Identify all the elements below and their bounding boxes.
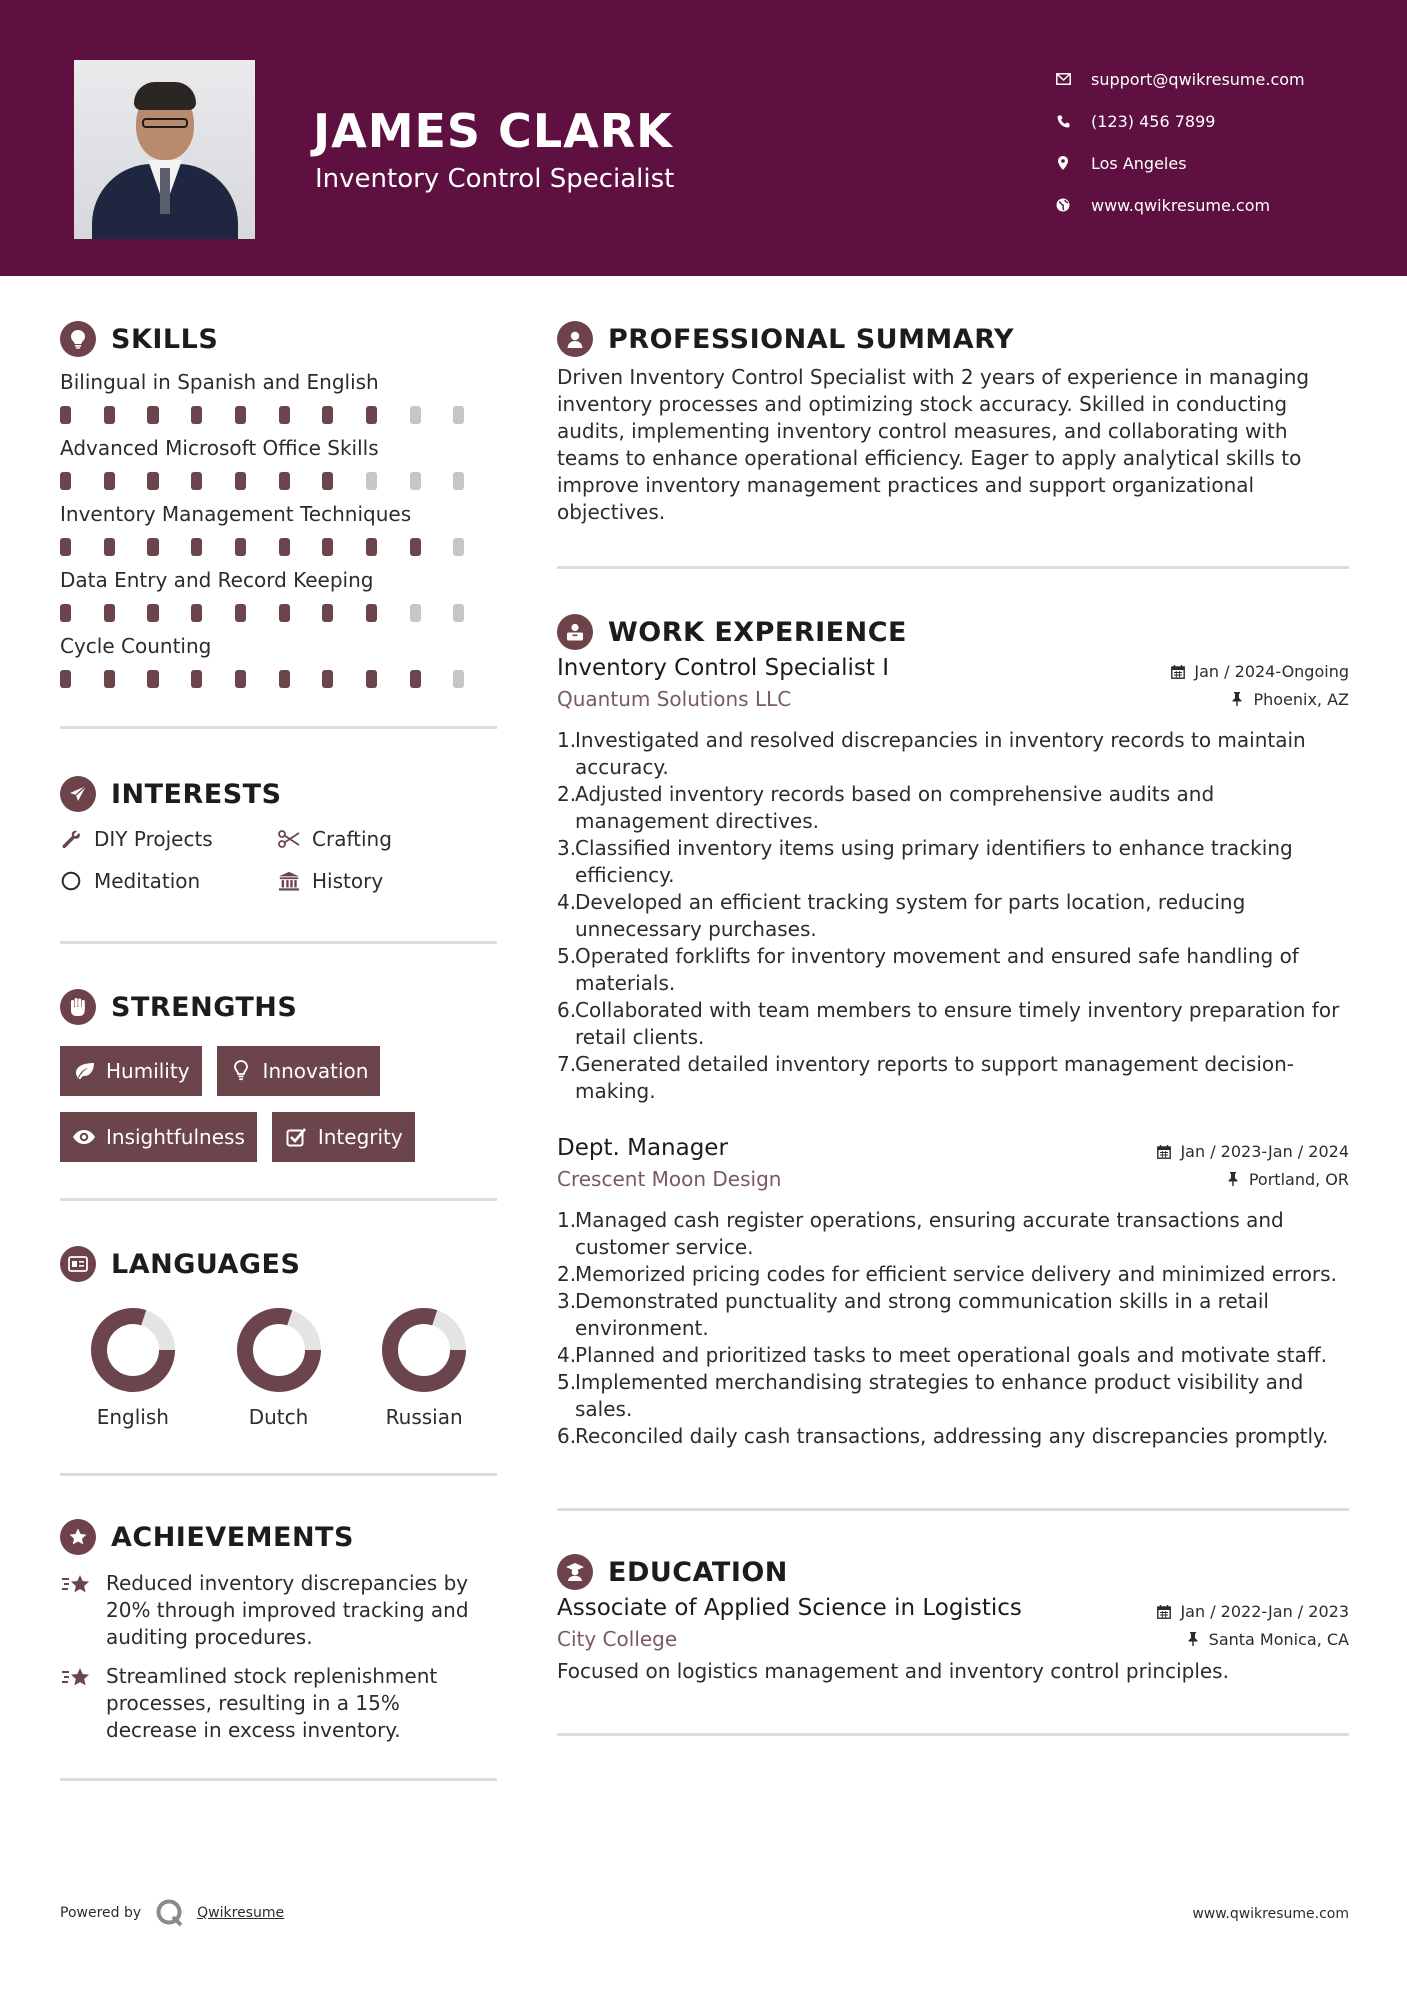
bullet-number: 2. [557,782,577,806]
bullet-number: 2. [557,1262,577,1286]
skill-name: Bilingual in Spanish and English [60,370,379,394]
job-dates-text: Jan / 2024-Ongoing [1194,662,1349,681]
job-bullets [557,1207,1349,1450]
contact-website[interactable] [1055,184,1305,226]
strengths-list [60,1046,497,1162]
bullet-number: 4. [557,1343,577,1367]
education-description: Focused on logistics management and inventory control principles. [557,1659,1229,1683]
skill-dot-filled [410,538,421,556]
bullet-text: Memorized pricing codes for efficient service delivery and minimized errors. [575,1262,1337,1286]
languages-title: LANGUAGES [111,1248,301,1280]
skill-dot-filled [147,406,158,424]
job-title: Inventory Control Specialist I [557,655,889,681]
bullet-text: Classified inventory items using primary identifiers to enhance tracking efficiency. [575,836,1293,887]
job-location-text: Phoenix, AZ [1253,689,1349,709]
education-dates [1156,1602,1349,1621]
skill-dot-empty [366,472,377,490]
user-icon [557,321,593,357]
skill-dot-filled [322,670,333,688]
strength-badge [60,1112,257,1162]
skills-title: SKILLS [111,323,219,355]
skill-dot-filled [322,472,333,490]
skill-name: Inventory Management Techniques [60,502,412,526]
fist-icon [60,989,96,1025]
bullet-number: 1. [557,728,577,752]
strengths-section [60,986,497,1201]
languages-list [60,1307,497,1429]
wrench-icon [60,828,82,850]
powered-by-label: Powered by [60,1905,142,1921]
skill-dot-filled [191,472,202,490]
bullet-item [557,781,1349,835]
pushpin-icon [1225,1171,1241,1187]
skill-dot-filled [235,472,246,490]
skill-dot-filled [191,406,202,424]
bullet-number: 4. [557,890,577,914]
education-entry [557,1595,1349,1683]
interests-heading [60,773,497,815]
skill-dot-empty [453,670,464,688]
bullet-number: 7. [557,1052,577,1076]
section-divider [60,1198,497,1201]
contact-list [1055,58,1305,226]
skill-dot-filled [235,406,246,424]
interests-list [60,827,497,893]
calendar-icon [1170,664,1186,680]
bullet-item [557,1342,1349,1369]
language-item [206,1307,352,1429]
job-dates [1156,1142,1349,1161]
skill-dot-filled [322,406,333,424]
bullet-text: Collaborated with team members to ensure timely inventory preparation for retail clients. [575,998,1340,1049]
achievement-item [60,1663,497,1744]
bullet-number: 6. [557,998,577,1022]
education-location [1185,1630,1349,1649]
pushpin-icon [1229,691,1245,707]
skill-dot-filled [322,538,333,556]
strength-label: Humility [106,1059,190,1083]
skill-dot-filled [366,538,377,556]
education-heading [557,1551,1349,1593]
star-badge-icon [60,1519,96,1555]
interests-title: INTERESTS [111,778,282,810]
museum-icon [278,870,300,892]
language-item [60,1307,206,1429]
strength-label: Insightfulness [106,1125,245,1149]
skill-item [60,436,497,492]
experience-title: WORK EXPERIENCE [608,616,907,648]
skill-level-dots [60,406,497,426]
strength-badge [272,1112,415,1162]
school-name: City College [557,1627,678,1651]
skill-item [60,568,497,624]
skill-dot-filled [147,538,158,556]
interest-label: History [312,869,384,893]
skill-dot-filled [322,604,333,622]
lightbulb-icon [60,321,96,357]
skill-dot-filled [366,604,377,622]
bullet-text: Adjusted inventory records based on comprehensive audits and management directives. [575,782,1215,833]
section-divider [557,1733,1349,1736]
achievements-section [60,1516,497,1781]
interest-label: Crafting [312,827,392,851]
strength-label: Innovation [262,1059,369,1083]
skill-name: Cycle Counting [60,634,212,658]
calendar-icon [1156,1604,1172,1620]
skill-dot-empty [453,472,464,490]
skill-dot-filled [104,472,115,490]
skill-dot-filled [60,670,71,688]
skill-dot-filled [104,406,115,424]
profile-photo [74,60,255,239]
languages-section [60,1243,497,1476]
skill-dot-filled [410,670,421,688]
skill-dot-empty [410,472,421,490]
paper-plane-icon [60,776,96,812]
phone-icon [1055,113,1071,129]
bullet-number: 5. [557,1370,577,1394]
skill-dot-empty [453,406,464,424]
languages-heading [60,1243,497,1285]
skill-level-dots [60,604,497,624]
language-item [351,1307,497,1429]
qwikresume-logo-icon [155,1898,185,1928]
leaf-icon [72,1059,96,1083]
bullet-text: Planned and prioritized tasks to meet operational goals and motivate staff. [575,1343,1327,1367]
bullet-item [557,835,1349,889]
achievement-text: Streamlined stock replenishment processes, resulting in a 15% decrease in excess inventory. [106,1664,438,1742]
education-title: EDUCATION [608,1556,788,1588]
company-name: Crescent Moon Design [557,1167,782,1191]
degree-title: Associate of Applied Science in Logistics [557,1595,1022,1621]
skill-dot-filled [60,472,71,490]
experience-section [557,611,1349,1511]
bullet-item [557,1051,1349,1105]
bullet-text: Implemented merchandising strategies to enhance product visibility and sales. [575,1370,1304,1421]
bullet-text: Investigated and resolved discrepancies in inventory records to maintain accuracy. [575,728,1306,779]
language-proficiency-donut [90,1307,176,1393]
skill-dot-filled [147,472,158,490]
contact-phone[interactable] [1055,100,1305,142]
bullet-item [557,1261,1349,1288]
skill-dot-empty [410,406,421,424]
skill-dot-filled [279,406,290,424]
skill-dot-filled [366,670,377,688]
scissors-icon [278,828,300,850]
skill-dot-filled [60,538,71,556]
achievements-heading [60,1516,497,1558]
skills-section [60,318,497,729]
language-name: English [96,1405,169,1429]
experience-heading [557,611,1349,653]
map-marker-icon [1055,155,1071,171]
skill-dot-filled [60,406,71,424]
strength-badge [60,1046,202,1096]
job-location [1229,690,1349,709]
contact-email-text: support@qwikresume.com [1091,69,1305,89]
bullet-text: Operated forklifts for inventory movement and ensured safe handling of materials. [575,944,1299,995]
skill-dot-filled [147,604,158,622]
section-divider [557,566,1349,569]
bullet-item [557,889,1349,943]
right-column [557,318,1349,1736]
lightbulb-icon [229,1059,253,1083]
bullet-item [557,997,1349,1051]
skill-dot-filled [279,670,290,688]
shooting-star-icon [60,1570,94,1596]
achievements-title: ACHIEVEMENTS [111,1521,354,1553]
contact-website-text: www.qwikresume.com [1091,195,1271,215]
job-dates [1170,662,1349,681]
achievement-text: Reduced inventory discrepancies by 20% through improved tracking and auditing procedures. [106,1571,469,1649]
contact-location [1055,142,1305,184]
interest-label: Meditation [94,869,201,893]
interest-item [60,827,278,851]
section-divider [60,1778,497,1781]
resume-header [0,0,1407,276]
bullet-item [557,727,1349,781]
strengths-heading [60,986,497,1028]
skill-dot-filled [235,670,246,688]
skill-dot-filled [191,670,202,688]
bullet-number: 6. [557,1424,577,1448]
bullet-item [557,1369,1349,1423]
bullet-number: 3. [557,1289,577,1313]
language-proficiency-donut [236,1307,322,1393]
section-divider [60,726,497,729]
interest-label: DIY Projects [94,827,213,851]
job-entry [557,655,1349,1105]
skill-dot-filled [104,538,115,556]
interest-item [278,869,496,893]
candidate-name: JAMES CLARK [313,104,673,158]
bullet-text: Reconciled daily cash transactions, addressing any discrepancies promptly. [575,1424,1329,1448]
pushpin-icon [1185,1631,1201,1647]
bullet-number: 3. [557,836,577,860]
brand-link[interactable]: Qwikresume [197,1905,285,1921]
company-name: Quantum Solutions LLC [557,687,792,711]
strength-label: Integrity [317,1125,403,1149]
skill-level-dots [60,670,497,690]
strengths-title: STRENGTHS [111,991,298,1023]
summary-heading [557,318,1349,360]
job-bullets [557,727,1349,1105]
skill-dot-filled [279,472,290,490]
achievement-item [60,1570,497,1651]
language-name: Russian [385,1405,463,1429]
strength-badge [217,1046,381,1096]
interest-item [278,827,496,851]
calendar-icon [1156,1144,1172,1160]
bullet-item [557,1288,1349,1342]
contact-phone-text: (123) 456 7899 [1091,111,1216,131]
bullet-item [557,943,1349,997]
skill-level-dots [60,472,497,492]
bullet-text: Generated detailed inventory reports to support management decision-making. [575,1052,1295,1103]
summary-title: PROFESSIONAL SUMMARY [608,323,1015,355]
summary-text: Driven Inventory Control Specialist with 2 years of experience in managing inventory processes and optimizing stock accuracy. Skilled in conducting audits, implementing inventory control measures, and collaborating with teams to enhance operational efficiency. Eager to apply analytical skills to improve inventory management practices and support organizational objectives. [557,365,1310,524]
skill-name: Data Entry and Record Keeping [60,568,374,592]
skill-dot-empty [453,604,464,622]
shooting-star-icon [60,1663,94,1689]
circle-icon [60,870,82,892]
contact-email[interactable] [1055,58,1305,100]
bullet-text: Managed cash register operations, ensuring accurate transactions and customer service. [575,1208,1284,1259]
bullet-number: 1. [557,1208,577,1232]
section-divider [60,1473,497,1476]
bullet-text: Demonstrated punctuality and strong communication skills in a retail environment. [575,1289,1269,1340]
skill-dot-filled [104,604,115,622]
skill-dot-filled [191,604,202,622]
skill-dot-empty [453,538,464,556]
skill-item [60,502,497,558]
candidate-job-title: Inventory Control Specialist [315,164,675,194]
globe-icon [1055,197,1071,213]
skill-dot-filled [60,604,71,622]
briefcase-person-icon [557,614,593,650]
skill-dot-filled [366,406,377,424]
bullet-item [557,1423,1349,1450]
section-divider [60,941,497,944]
skill-item [60,370,497,426]
skill-item [60,634,497,690]
job-title: Dept. Manager [557,1135,728,1161]
education-section [557,1551,1349,1736]
job-location-text: Portland, OR [1248,1169,1349,1189]
left-column [60,318,497,1781]
skill-name: Advanced Microsoft Office Skills [60,436,379,460]
skill-dot-filled [191,538,202,556]
eye-icon [72,1125,96,1149]
job-entry [557,1135,1349,1450]
jobs-list [557,655,1349,1450]
footer-branding [60,1898,284,1928]
language-card-icon [60,1246,96,1282]
education-location-text: Santa Monica, CA [1208,1629,1349,1649]
bullet-number: 5. [557,944,577,968]
skill-dot-filled [235,538,246,556]
skill-dot-empty [410,604,421,622]
job-location [1225,1170,1349,1189]
skill-dot-filled [147,670,158,688]
footer-website-link[interactable]: www.qwikresume.com [1192,1906,1349,1922]
education-dates-text: Jan / 2022-Jan / 2023 [1180,1602,1349,1621]
skill-dot-filled [235,604,246,622]
language-name: Dutch [248,1405,309,1429]
skill-dot-filled [279,538,290,556]
language-proficiency-donut [381,1307,467,1393]
skill-level-dots [60,538,497,558]
bullet-item [557,1207,1349,1261]
check-square-icon [284,1125,308,1149]
contact-location-text: Los Angeles [1091,153,1187,173]
skills-list [60,370,497,690]
envelope-icon [1055,71,1071,87]
job-dates-text: Jan / 2023-Jan / 2024 [1180,1142,1349,1161]
skill-dot-filled [104,670,115,688]
bullet-text: Developed an efficient tracking system for parts location, reducing unnecessary purchases. [575,890,1246,941]
skill-dot-filled [279,604,290,622]
interests-section [60,773,497,944]
summary-section [557,318,1349,569]
skills-heading [60,318,497,360]
graduate-icon [557,1554,593,1590]
interest-item [60,869,278,893]
section-divider [557,1508,1349,1511]
